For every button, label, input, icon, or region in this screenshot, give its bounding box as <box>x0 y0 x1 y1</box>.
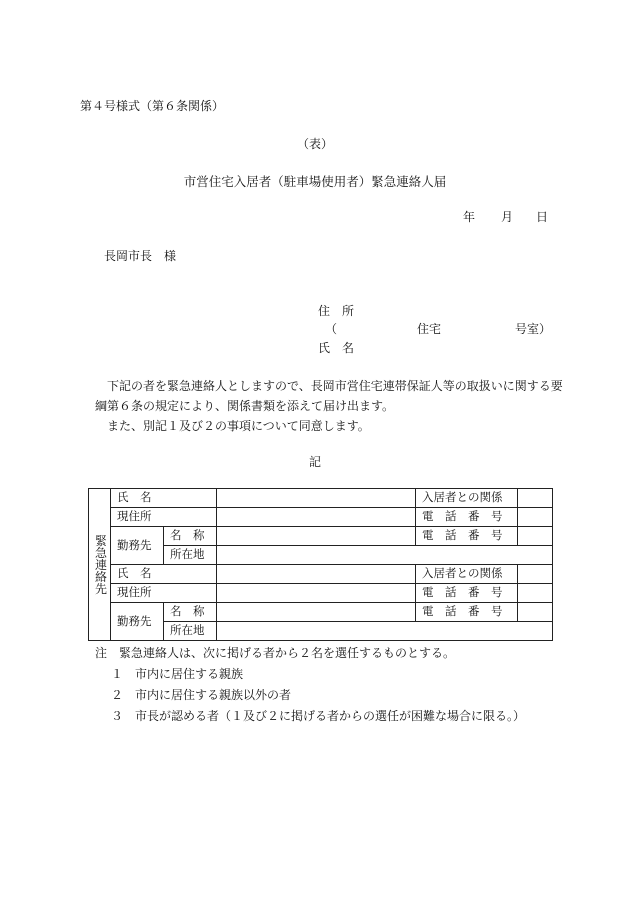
contact1-phone-label: 電 話 番 号 <box>416 508 518 527</box>
addressee: 長岡市長 様 <box>104 249 177 263</box>
applicant-paren-open: （ <box>325 322 338 336</box>
contact2-work-phone-field[interactable] <box>518 603 553 622</box>
contact2-name-field[interactable] <box>217 565 416 584</box>
contact2-work-address-label: 所在地 <box>164 622 217 641</box>
form-number: 第４号様式（第６条関係） <box>80 99 225 113</box>
note-item-1: １ 市内に居住する親族 <box>111 667 244 681</box>
contact1-name-field[interactable] <box>217 489 416 508</box>
contact2-work-name-label: 名 称 <box>164 603 217 622</box>
note-item-3: ３ 市長が認める者（１及び２に掲げる者からの選任が困難な場合に限る。） <box>111 709 526 723</box>
contact2-address-field[interactable] <box>217 584 416 603</box>
contact2-work-address-field[interactable] <box>217 622 553 641</box>
body-paragraph-2: また、別記１及び２の事項について同意します。 <box>95 419 370 433</box>
contact1-row-work-name <box>89 527 553 546</box>
contact1-work-phone-field[interactable] <box>518 527 553 546</box>
contact1-row-name <box>89 489 553 508</box>
contact1-workplace-label: 勤務先 <box>111 527 164 565</box>
contact1-work-name-field[interactable] <box>217 527 416 546</box>
notes-intro: 注 緊急連絡人は、次に掲げる者から２名を選任するものとする。 <box>95 646 456 660</box>
contact1-row-address <box>89 508 553 527</box>
contact2-address-label: 現住所 <box>111 584 217 603</box>
contact2-row-name <box>89 565 553 584</box>
contact1-work-address-field[interactable] <box>217 546 553 565</box>
contact1-address-field[interactable] <box>217 508 416 527</box>
contact2-work-phone-label: 電 話 番 号 <box>416 603 518 622</box>
contact1-name-label: 氏 名 <box>111 489 217 508</box>
date-month-label: 月 <box>501 210 514 224</box>
contact1-relation-label: 入居者との関係 <box>416 489 518 508</box>
body-paragraph-1: 下記の者を緊急連絡人としますので、長岡市営住宅連帯保証人等の取扱いに関する要綱第６条の規定により、関係書類を添えて届け出ます。 <box>95 379 563 413</box>
contact2-phone-label: 電 話 番 号 <box>416 584 518 603</box>
note-item-2: ２ 市内に居住する親族以外の者 <box>111 688 292 702</box>
contact1-phone-field[interactable] <box>518 508 553 527</box>
contact2-row-address <box>89 584 553 603</box>
form-title: 市営住宅入居者（駐車場使用者）緊急連絡人届 <box>183 174 447 189</box>
contact1-address-label: 現住所 <box>111 508 217 527</box>
body-text <box>95 376 565 436</box>
contact1-work-address-label: 所在地 <box>164 546 217 565</box>
contact2-relation-field[interactable] <box>518 565 553 584</box>
contact2-relation-label: 入居者との関係 <box>416 565 518 584</box>
contact2-name-label: 氏 名 <box>111 565 217 584</box>
date-day-label: 日 <box>536 210 549 224</box>
contact1-work-phone-label: 電 話 番 号 <box>416 527 518 546</box>
emergency-contact-table <box>88 488 553 641</box>
contact1-work-name-label: 名 称 <box>164 527 217 546</box>
applicant-name-label: 氏 名 <box>318 341 355 355</box>
contact2-row-work-name <box>89 603 553 622</box>
side-label-text: 緊 急 連 絡 先 <box>95 533 108 596</box>
contact1-relation-field[interactable] <box>518 489 553 508</box>
contact2-phone-field[interactable] <box>518 584 553 603</box>
applicant-address-label: 住 所 <box>318 304 355 318</box>
contact2-work-name-field[interactable] <box>217 603 416 622</box>
applicant-housing-label: 住宅 <box>417 322 442 336</box>
applicant-room-label: 号室） <box>515 322 552 336</box>
contact2-workplace-label: 勤務先 <box>111 603 164 641</box>
ki-label: 記 <box>308 455 321 469</box>
form-side-label: （表） <box>296 137 333 151</box>
emergency-contact-side-label <box>89 489 111 641</box>
notes-section <box>95 643 525 727</box>
date-year-label: 年 <box>463 210 476 224</box>
